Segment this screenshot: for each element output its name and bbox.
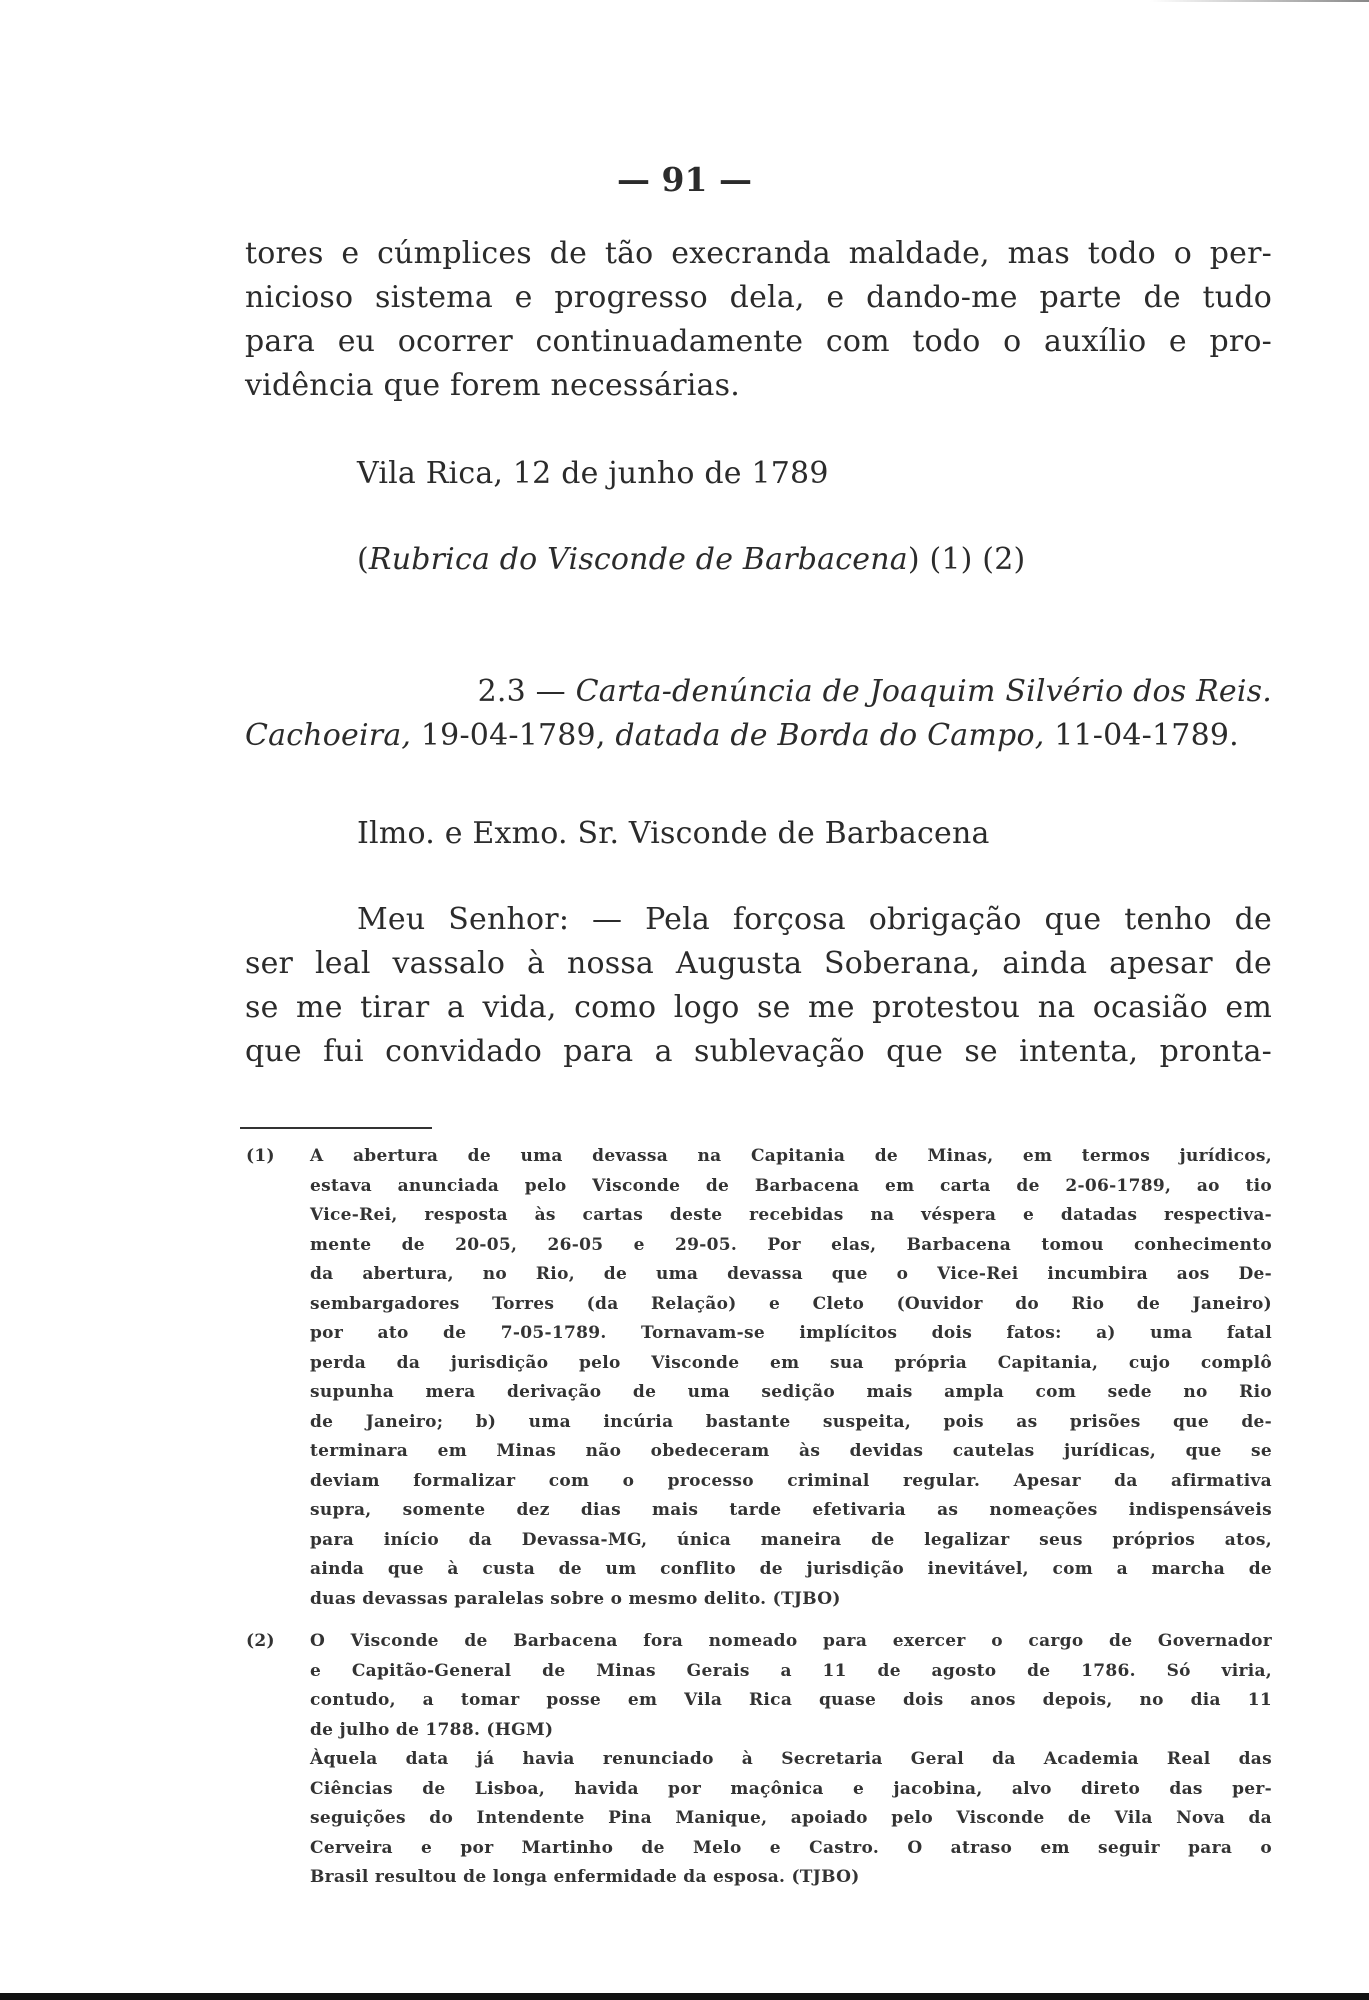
footnote-label: (1) xyxy=(246,1146,275,1166)
section-place: Cachoeira, xyxy=(245,718,412,753)
footnote-line: por ato de 7-05-1789. Tornavam-se implícitos dois fatos: a) uma fatal xyxy=(310,1323,1272,1343)
footnote-line: seguições do Intendente Pina Manique, apoiado pelo Visconde de Vila Nova da xyxy=(310,1808,1272,1828)
section-heading-line-1 xyxy=(357,670,1272,714)
section-dated-date: 11-04-1789. xyxy=(1044,718,1239,753)
section-date: 19-04-1789, xyxy=(411,718,616,753)
section-dated-label: datada de Borda do Campo, xyxy=(615,718,1045,753)
text-line: se me tirar a vida, como logo se me protestou na ocasião em xyxy=(245,990,1272,1025)
footnote-label: (2) xyxy=(246,1631,275,1651)
footnote-line: duas devassas paralelas sobre o mesmo delito. (TJBO) xyxy=(310,1588,841,1609)
footnote-refs: (1) (2) xyxy=(919,542,1026,577)
signature-open: ( xyxy=(357,542,369,577)
footnote-line: ainda que à custa de um conflito de jurisdição inevitável, com a marcha de xyxy=(310,1559,1272,1579)
footnote-line: Àquela data já havia renunciado à Secretaria Geral da Academia Real das xyxy=(310,1749,1272,1769)
footnote-separator xyxy=(240,1127,432,1129)
footnote-line: Brasil resultou de longa enfermidade da esposa. (TJBO) xyxy=(310,1867,860,1887)
text-line: ser leal vassalo à nossa Augusta Soberana, ainda apesar de xyxy=(245,946,1272,981)
section-number: 2.3 — xyxy=(477,674,576,709)
footnote-line: Ciências de Lisboa, havida por maçônica e jacobina, alvo direto das per- xyxy=(310,1778,1272,1799)
footnote-line: A abertura de uma devassa na Capitania de Minas, em termos jurídicos, xyxy=(310,1146,1272,1166)
scan-edge-shadow xyxy=(1150,0,1369,2)
footnote-line: para início da Devassa-MG, única maneira de legalizar seus próprios atos, xyxy=(310,1529,1272,1550)
signature-name: Rubrica do Visconde de Barbacena xyxy=(368,542,908,577)
footnote-line: perda da jurisdição pelo Visconde em sua própria Capitania, cujo complô xyxy=(310,1352,1272,1373)
footnote-line: estava anunciada pelo Visconde de Barbacena em carta de 2-06-1789, ao tio xyxy=(310,1175,1272,1196)
footnote-line: de Janeiro; b) uma incúria bastante suspeita, pois as prisões que de- xyxy=(310,1411,1272,1432)
footnote-line: mente de 20-05, 26-05 e 29-05. Por elas, Barbacena tomou conhecimento xyxy=(310,1234,1272,1255)
section-title: Carta-denúncia de Joaquim Silvério dos Reis. xyxy=(575,674,1272,709)
footnote-line: contudo, a tomar posse em Vila Rica quase dois anos depois, no dia 11 xyxy=(310,1690,1272,1710)
text-line: vidência que forem necessárias. xyxy=(245,368,740,403)
footnote-line: O Visconde de Barbacena fora nomeado para exercer o cargo de Governador xyxy=(310,1631,1272,1651)
footnote-line: da abertura, no Rio, de uma devassa que o Vice-Rei incumbira aos De- xyxy=(310,1264,1272,1284)
page-number: — 91 — xyxy=(617,160,752,199)
footnote-line: e Capitão-General de Minas Gerais a 11 de agosto de 1786. Só viria, xyxy=(310,1660,1272,1681)
text-line: tores e cúmplices de tão execranda maldade, mas todo o per- xyxy=(245,236,1272,271)
footnote-line: sembargadores Torres (da Relação) e Cleto (Ouvidor do Rio de Janeiro) xyxy=(310,1293,1272,1314)
scan-bottom-edge xyxy=(0,1993,1369,2000)
salutation: Ilmo. e Exmo. Sr. Visconde de Barbacena xyxy=(357,816,990,851)
text-line: que fui convidado para a sublevação que se intenta, pronta- xyxy=(245,1034,1272,1069)
text-line: para eu ocorrer continuadamente com todo o auxílio e pro- xyxy=(245,324,1272,359)
text-line: nicioso sistema e progresso dela, e dando-me parte de tudo xyxy=(245,280,1272,315)
signature xyxy=(357,538,1025,582)
footnote-line: terminara em Minas não obedeceram às devidas cautelas jurídicas, que se xyxy=(310,1441,1272,1461)
footnote-line: supra, somente dez dias mais tarde efetivaria as nomeações indispensáveis xyxy=(310,1500,1272,1520)
footnote-line: deviam formalizar com o processo criminal regular. Apesar da afirmativa xyxy=(310,1470,1272,1491)
text-line: Meu Senhor: — Pela forçosa obrigação que tenho de xyxy=(357,902,1272,937)
place-date: Vila Rica, 12 de junho de 1789 xyxy=(357,456,829,491)
footnote-line: supunha mera derivação de uma sedição mais ampla com sede no Rio xyxy=(310,1382,1272,1402)
footnote-line: de julho de 1788. (HGM) xyxy=(310,1719,554,1740)
footnote-line: Cerveira e por Martinho de Melo e Castro. O atraso em seguir para o xyxy=(310,1837,1272,1858)
footnote-line: Vice-Rei, resposta às cartas deste recebidas na véspera e datadas respectiva- xyxy=(310,1205,1272,1225)
signature-close: ) xyxy=(907,542,920,577)
section-heading-line-2 xyxy=(245,714,1272,758)
